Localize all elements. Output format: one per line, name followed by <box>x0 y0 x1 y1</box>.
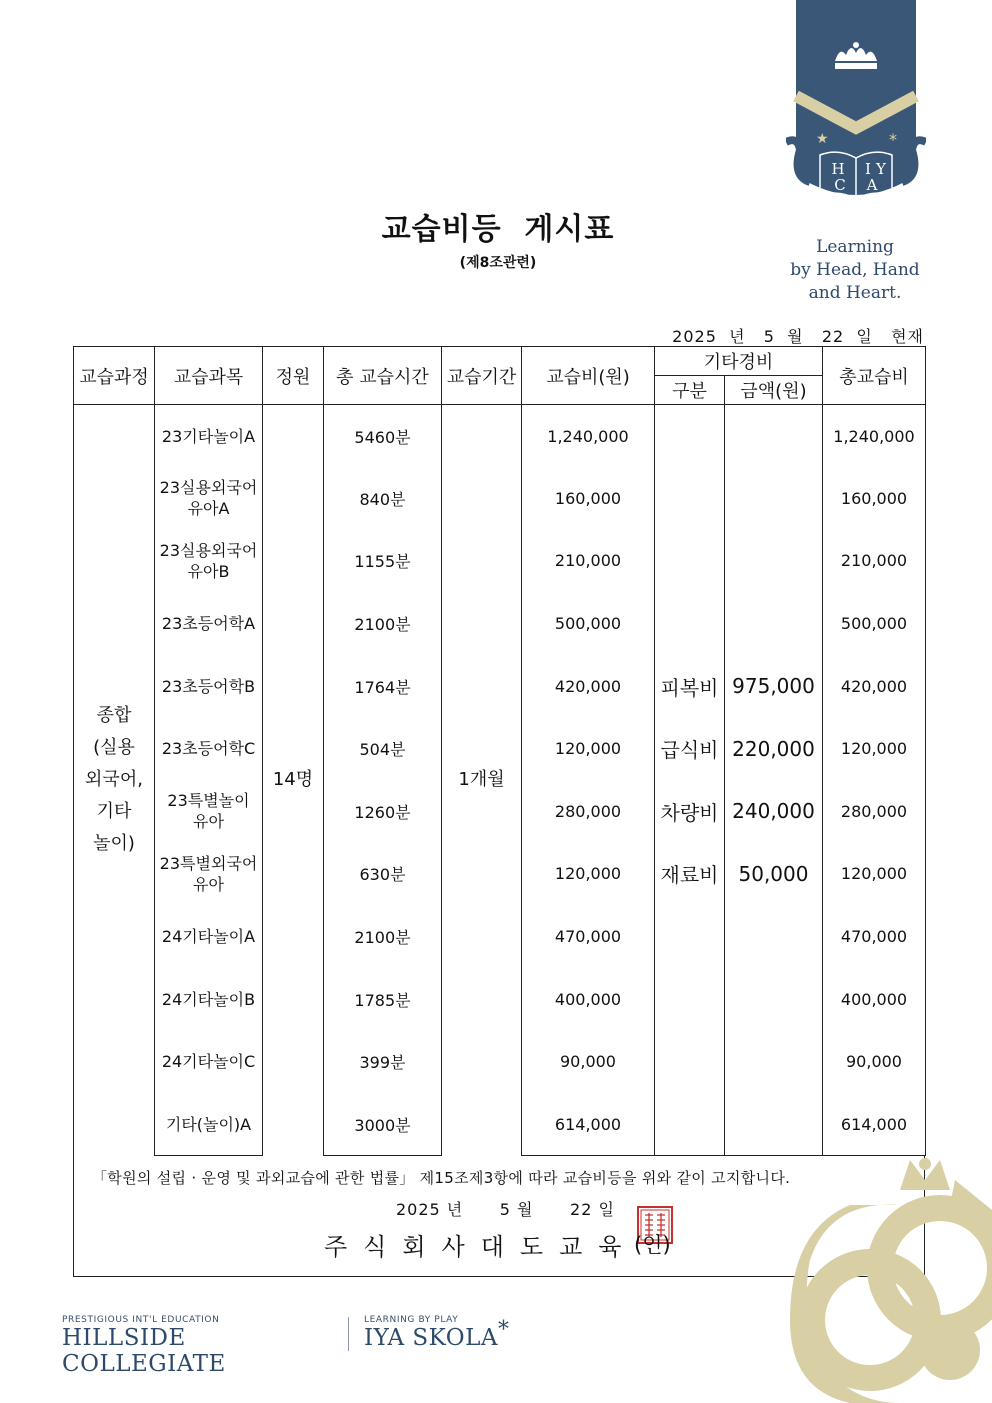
total-fee-cell: 1,240,000 <box>823 405 926 468</box>
subject-line: 24기타놀이C <box>161 1052 256 1072</box>
hours-cell: 840분 <box>324 467 442 530</box>
subject-cell <box>155 1093 263 1156</box>
total-fee-cell: 160,000 <box>823 467 926 530</box>
course-line: 기타 <box>96 801 132 823</box>
header-other-costs: 기타경비 <box>655 347 823 376</box>
total-fee-cell: 614,000 <box>823 1093 926 1156</box>
other-cost-category-cell <box>655 1093 725 1156</box>
badge-letter: H <box>831 160 845 178</box>
other-cost-category-cell <box>655 968 725 1031</box>
subject-cell <box>155 655 263 718</box>
other-cost-amount-cell: 50,000 <box>725 843 823 906</box>
tuition-cell: 614,000 <box>522 1093 655 1156</box>
course-line: 종합 <box>96 705 132 727</box>
subject-cell <box>155 780 263 843</box>
header-course: 교습과정 <box>74 347 155 405</box>
tagline-line: Learning <box>816 237 894 257</box>
hours-cell: 399분 <box>324 1030 442 1093</box>
tuition-cell: 160,000 <box>522 467 655 530</box>
header-total-fee: 총교습비 <box>823 347 926 405</box>
hours-cell: 2100분 <box>324 592 442 655</box>
other-cost-amount-cell <box>725 968 823 1031</box>
subject-line: 유아 <box>193 812 224 832</box>
tuition-cell: 210,000 <box>522 530 655 593</box>
course-line: 외국어, <box>85 769 143 791</box>
hours-cell: 1260분 <box>324 780 442 843</box>
subject-cell <box>155 968 263 1031</box>
subject-cell <box>155 592 263 655</box>
crest-watermark-decoration <box>790 1150 992 1403</box>
subject-line: 23특별외국어 <box>159 853 258 873</box>
subject-line: 23초등어학C <box>161 739 256 759</box>
period-cell: 1개월 <box>442 405 522 1156</box>
tuition-cell: 90,000 <box>522 1030 655 1093</box>
subject-line: 유아 <box>193 874 224 894</box>
header-capacity: 정원 <box>263 347 324 405</box>
subject-line: 23특별놀이 <box>167 791 250 811</box>
law-notice-text: 「학원의 설립 · 운영 및 과외교습에 관한 법률」 제15조제3항에 따라 교습비등을 위와 같이 고지합니다. <box>92 1169 791 1187</box>
hours-cell: 504분 <box>324 717 442 780</box>
tuition-cell: 280,000 <box>522 780 655 843</box>
badge-letter: A <box>866 176 878 194</box>
tuition-cell: 120,000 <box>522 843 655 906</box>
subject-cell <box>155 467 263 530</box>
other-cost-category-cell <box>655 592 725 655</box>
hours-cell: 2100분 <box>324 905 442 968</box>
other-cost-category-cell <box>655 405 725 468</box>
tagline-line: and Heart. <box>808 283 902 303</box>
other-cost-amount-cell <box>725 467 823 530</box>
tuition-cell: 400,000 <box>522 968 655 1031</box>
subject-cell <box>155 843 263 906</box>
seal-label: (인) <box>634 1233 671 1257</box>
hours-cell: 1764분 <box>324 655 442 718</box>
total-fee-cell: 120,000 <box>823 843 926 906</box>
footer-right-tagline: LEARNING BY PLAY <box>364 1315 459 1325</box>
header-period: 교습기간 <box>442 347 522 405</box>
svg-text:★: ★ <box>816 131 829 147</box>
other-cost-amount-cell <box>725 592 823 655</box>
footer-divider <box>348 1317 349 1351</box>
other-cost-amount-cell <box>725 1030 823 1093</box>
subject-line: 유아B <box>187 561 230 581</box>
capacity-cell: 14명 <box>263 405 324 1156</box>
other-cost-amount-cell <box>725 405 823 468</box>
tuition-cell: 420,000 <box>522 655 655 718</box>
document-subtitle: (제8조관련) <box>459 255 537 271</box>
course-line: 놀이) <box>93 833 135 855</box>
subject-line: 24기타놀이A <box>161 927 256 947</box>
subject-line: 23기타놀이A <box>161 426 256 446</box>
other-cost-amount-cell <box>725 530 823 593</box>
subject-cell <box>155 905 263 968</box>
other-cost-amount-cell: 220,000 <box>725 717 823 780</box>
subject-cell <box>155 530 263 593</box>
total-fee-cell: 420,000 <box>823 655 926 718</box>
other-cost-amount-cell: 975,000 <box>725 655 823 718</box>
subject-cell <box>155 717 263 780</box>
notice-date: 2025 년 5 월 22 일 <box>396 1200 615 1219</box>
total-fee-cell: 400,000 <box>823 968 926 1031</box>
header-total-hours: 총 교습시간 <box>324 347 442 405</box>
hiyca-crest-logo <box>786 0 926 230</box>
hours-cell: 3000분 <box>324 1093 442 1156</box>
footer-left-name: HILLSIDE COLLEGIATE <box>62 1325 226 1377</box>
badge-letter: C <box>834 176 846 194</box>
subject-line: 23실용외국어 <box>159 540 258 560</box>
subject-line: 23초등어학B <box>161 676 256 696</box>
other-cost-amount-cell: 240,000 <box>725 780 823 843</box>
as-of-date: 2025 년 5 월 22 일 현재 <box>672 327 924 346</box>
hours-cell: 1155분 <box>324 530 442 593</box>
subject-line: 24기타놀이B <box>161 989 256 1009</box>
other-cost-category-cell <box>655 467 725 530</box>
other-cost-category-cell: 피복비 <box>655 655 725 718</box>
subject-line: 23초등어학A <box>161 614 256 634</box>
table-row <box>74 405 926 468</box>
course-cell <box>74 405 155 1156</box>
badge-letter: Y <box>876 160 886 178</box>
course-line: (실용 <box>93 737 135 759</box>
footer-left-tagline: PRESTIGIOUS INT'L EDUCATION <box>62 1315 220 1325</box>
subject-line: 기타(놀이)A <box>165 1114 252 1134</box>
svg-text:*: * <box>889 130 897 149</box>
other-cost-category-cell <box>655 530 725 593</box>
other-cost-category-cell <box>655 1030 725 1093</box>
other-cost-category-cell: 재료비 <box>655 843 725 906</box>
subject-cell <box>155 1030 263 1093</box>
header-tuition: 교습비(원) <box>522 347 655 405</box>
hours-cell: 1785분 <box>324 968 442 1031</box>
other-cost-category-cell <box>655 905 725 968</box>
total-fee-cell: 120,000 <box>823 717 926 780</box>
star-icon: * <box>497 1317 510 1343</box>
header-category: 구분 <box>655 376 725 405</box>
subject-line: 23실용외국어 <box>159 478 258 498</box>
total-fee-cell: 90,000 <box>823 1030 926 1093</box>
document-title: 교습비등 게시표 <box>381 212 615 247</box>
tuition-cell: 1,240,000 <box>522 405 655 468</box>
total-fee-cell: 280,000 <box>823 780 926 843</box>
other-cost-amount-cell <box>725 1093 823 1156</box>
tagline-line: by Head, Hand <box>790 260 920 280</box>
subject-cell <box>155 405 263 468</box>
total-fee-cell: 500,000 <box>823 592 926 655</box>
badge-letter: I <box>865 160 871 178</box>
footer-right-name-text: IYA SKOLA <box>364 1325 498 1351</box>
total-fee-cell: 210,000 <box>823 530 926 593</box>
header-amount: 금액(원) <box>725 376 823 405</box>
tuition-cell: 500,000 <box>522 592 655 655</box>
other-cost-amount-cell <box>725 905 823 968</box>
header-subject: 교습과목 <box>155 347 263 405</box>
hours-cell: 5460분 <box>324 405 442 468</box>
tuition-cell: 120,000 <box>522 717 655 780</box>
tuition-cell: 470,000 <box>522 905 655 968</box>
hours-cell: 630분 <box>324 843 442 906</box>
other-cost-category-cell: 급식비 <box>655 717 725 780</box>
subject-line: 유아A <box>187 499 230 519</box>
fee-table <box>73 346 926 1156</box>
other-cost-category-cell: 차량비 <box>655 780 725 843</box>
company-name: 주식회사대도교육 <box>324 1233 638 1261</box>
total-fee-cell: 470,000 <box>823 905 926 968</box>
